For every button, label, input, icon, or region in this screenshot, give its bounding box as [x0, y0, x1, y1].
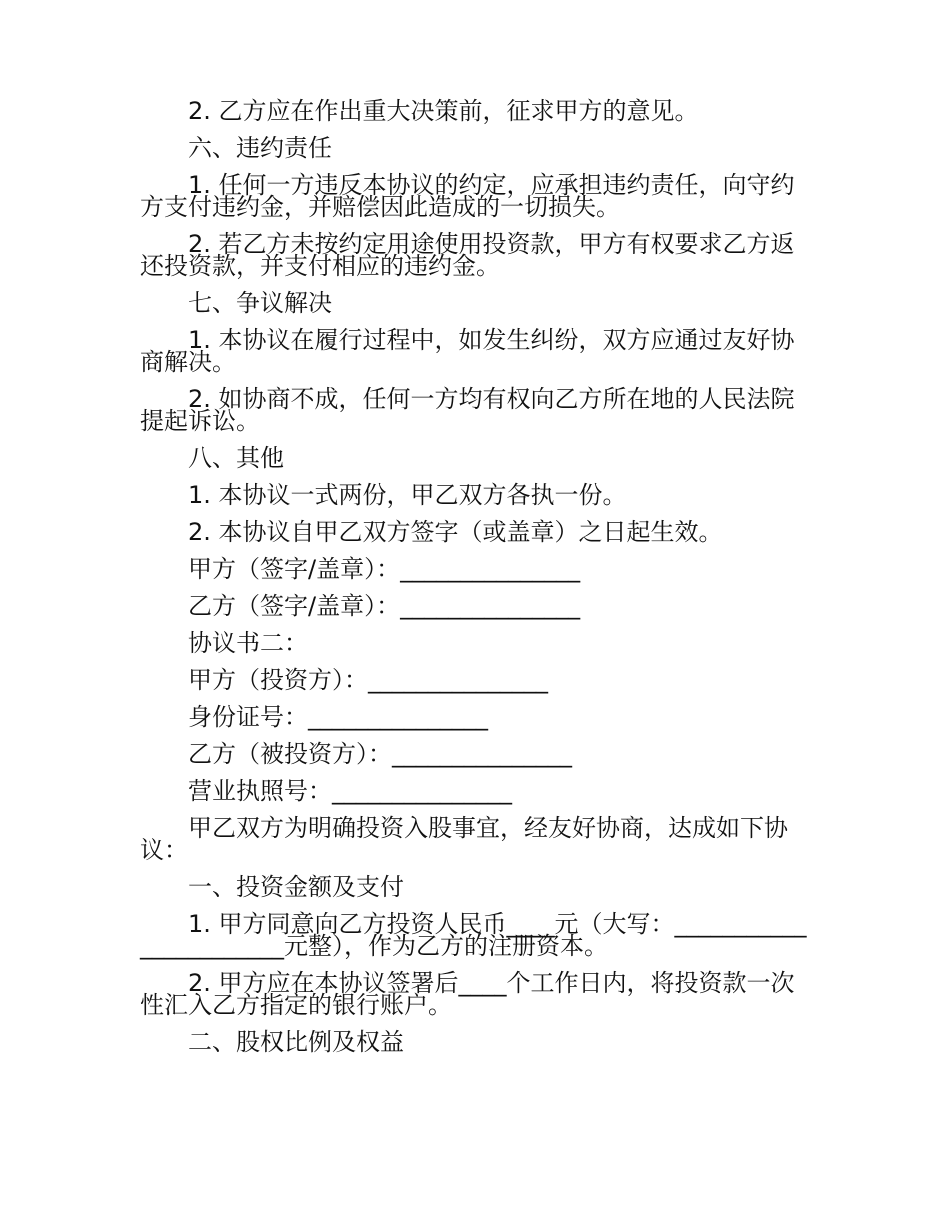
party-a-investor: 甲方（投资方）：_______________	[188, 666, 548, 694]
paragraph-breach-2: 2. 若乙方未按约定用途使用投资款，甲方有权要求乙方返还投资款，并支付相应的违约金。	[140, 230, 795, 280]
paragraph-investment-1: 1. 甲方同意向乙方投资人民币____元（大写：_______________________元整），作为乙方的注册资本。	[140, 910, 807, 960]
paragraph-investment-2: 2. 甲方应在本协议签署后____个工作日内，将投资款一次性汇入乙方指定的银行账户。	[140, 969, 795, 1019]
paragraph-dispute-2: 2. 如协商不成，任何一方均有权向乙方所在地的人民法院提起诉讼。	[140, 385, 795, 435]
signature-party-b: 乙方（签字/盖章）：_______________	[188, 592, 581, 620]
paragraph-breach-1: 1. 任何一方违反本协议的约定，应承担违约责任，向守约方支付违约金，并赔偿因此造成的一切损失。	[140, 171, 795, 221]
paragraph-preamble: 甲乙双方为明确投资入股事宜，经友好协商，达成如下协议：	[140, 814, 788, 864]
paragraph-other-1: 1. 本协议一式两份，甲乙双方各执一份。	[188, 481, 627, 509]
section-heading-other: 八、其他	[188, 444, 284, 472]
business-license-field: 营业执照号：_______________	[188, 777, 512, 805]
section-heading-breach: 六、违约责任	[188, 134, 332, 162]
party-b-investee: 乙方（被投资方）：_______________	[188, 740, 572, 768]
section-heading-investment: 一、投资金额及支付	[188, 873, 404, 901]
section-heading-equity: 二、股权比例及权益	[188, 1028, 404, 1056]
signature-party-a: 甲方（签字/盖章）：_______________	[188, 555, 581, 583]
paragraph-other-2: 2. 本协议自甲乙双方签字（或盖章）之日起生效。	[188, 518, 723, 546]
document-body	[140, 97, 812, 1068]
section-heading-dispute: 七、争议解决	[188, 289, 332, 317]
id-number-field: 身份证号：_______________	[188, 703, 488, 731]
paragraph-dispute-1: 1. 本协议在履行过程中，如发生纠纷，双方应通过友好协商解决。	[140, 326, 795, 376]
paragraph-clause-2-decision: 2. 乙方应在作出重大决策前，征求甲方的意见。	[188, 97, 699, 125]
agreement-two-title: 协议书二：	[188, 629, 308, 657]
